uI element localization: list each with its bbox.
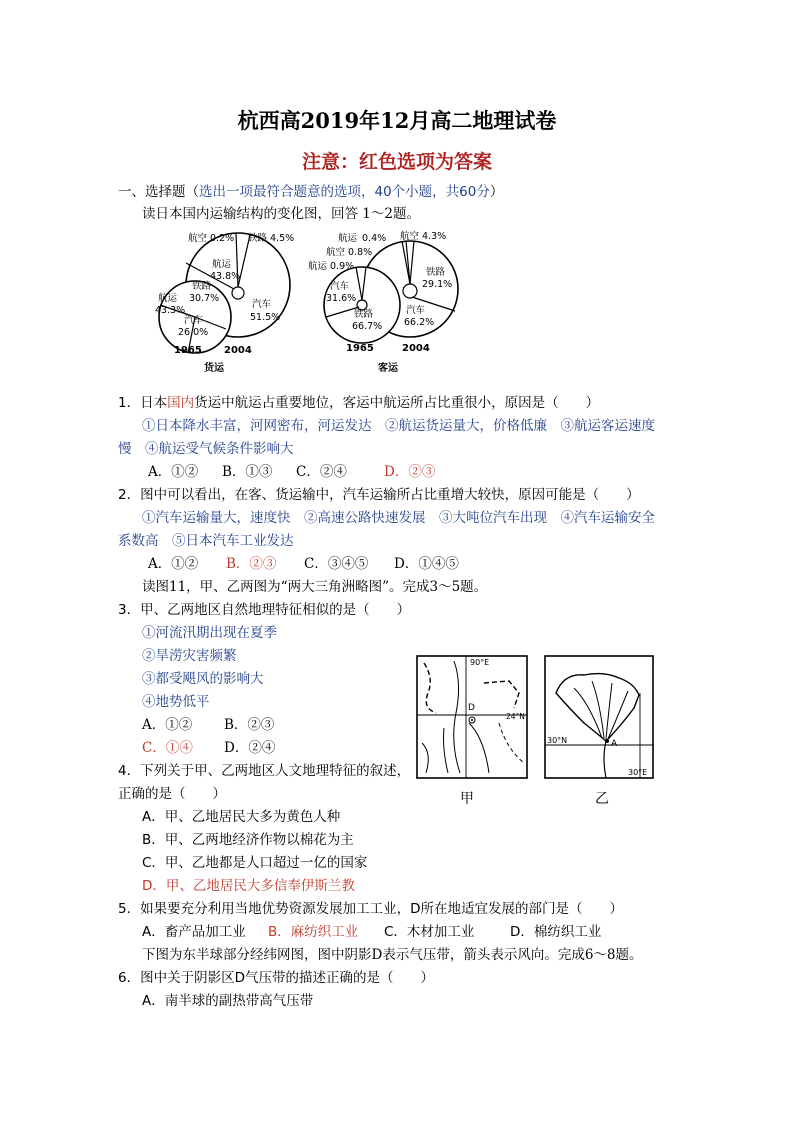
q1-stem-a: 1．日本	[118, 395, 168, 411]
freight-1965-car-label: 汽车	[184, 315, 204, 326]
map-yi-point-a: A	[611, 739, 618, 749]
map-jia-caption: 甲	[460, 791, 474, 807]
q1-items-line1: ①日本降水丰富，河网密布，河运发达 ②航运货运量大，价格低廉 ③航运客运速度	[142, 418, 655, 434]
q4-stem-line1: 4．下列关于甲、乙两地区人文地理特征的叙述，	[118, 763, 411, 779]
freight-2004-rail-value: 4.5%	[270, 233, 295, 244]
freight-caption: 货运	[204, 363, 224, 374]
section-heading-instructions: 选出一项最符合题意的选项，40个小题，共60分	[199, 184, 490, 200]
q5-option-b-answer[interactable]: B．麻纺织工业	[268, 924, 359, 940]
q2-option-c[interactable]: C．③④⑤	[304, 556, 369, 572]
passenger-2004-rail-value: 29.1%	[422, 279, 453, 290]
passenger-2004-ship-label: 航运	[338, 233, 358, 244]
q3-item-4: ④地势低平	[142, 694, 210, 710]
section-heading	[118, 181, 503, 203]
section-heading-suffix: ）	[489, 184, 504, 200]
answer-notice: 注意：红色选项为答案	[301, 151, 492, 173]
q3-option-b[interactable]: B．②③	[224, 717, 275, 733]
passenger-1965-air-label: 航空	[326, 247, 346, 258]
section-heading-prefix: 一、选择题（	[118, 184, 199, 200]
map-yi	[545, 656, 653, 778]
map-yi-longitude: 30°E	[628, 768, 648, 777]
transport-structure-figure	[140, 225, 470, 380]
passenger-1965-air-value: 0.8%	[348, 247, 373, 258]
freight-year-2004: 2004	[224, 345, 252, 356]
passenger-1965-ship-label: 航运	[308, 261, 328, 272]
q1-option-d-answer[interactable]: D．②③	[384, 464, 436, 480]
q1-option-c[interactable]: C．②④	[296, 464, 347, 480]
q5-option-c[interactable]: C．木材加工业	[384, 924, 475, 940]
freight-1965-ship-value: 43.3%	[155, 305, 186, 316]
q3-option-c-answer[interactable]: C．①④	[142, 740, 193, 756]
freight-2004-car-label: 汽车	[252, 299, 272, 310]
freight-2004-air-value: 0.2%	[210, 233, 235, 244]
passenger-year-1965: 1965	[346, 343, 374, 354]
page-title: 杭西高2019年12月高二地理试卷	[237, 108, 557, 133]
q5-stem: 5．如果要充分利用当地优势资源发展加工工业，D所在地适宜发展的部门是（ ）	[118, 901, 623, 917]
q3-item-1: ①河流汛期出现在夏季	[142, 625, 277, 641]
freight-pies	[155, 232, 294, 374]
map-jia-longitude: 90°E	[470, 658, 490, 667]
passenger-1965-car-value: 31.6%	[326, 293, 357, 304]
passenger-1965-rail-label: 铁路	[354, 309, 374, 320]
map-yi-latitude: 30°N	[547, 736, 568, 745]
map-jia-latitude: 24°N	[506, 712, 525, 721]
q5-options	[142, 921, 601, 943]
passenger-year-2004: 2004	[402, 343, 430, 354]
freight-2004-air-label: 航空	[188, 233, 208, 244]
passenger-caption: 客运	[378, 363, 398, 374]
q2-items-line1: ①汽车运输量大，速度快 ②高速公路快速发展 ③大吨位汽车出现 ④汽车运输安全	[142, 510, 655, 526]
freight-2004-ship-value: 43.8%	[210, 271, 241, 282]
freight-1965-ship-label: 航运	[158, 293, 178, 304]
q1-items-line2: 慢 ④航运受气候条件影响大	[118, 441, 294, 457]
q2-stem: 2．图中可以看出，在客、货运输中，汽车运输所占比重增大较快，原因可能是（ ）	[118, 487, 640, 503]
q1-stem-b: 货运中航运占重要地位，客运中航运所占比重很小，原因是（ ）	[194, 395, 600, 411]
q2-items-line2: 系数高 ⑤日本汽车工业发达	[118, 533, 294, 549]
q4-option-b[interactable]: B．甲、乙两地经济作物以棉花为主	[142, 832, 354, 848]
q3-stem: 3．甲、乙两地区自然地理特征相似的是（ ）	[118, 602, 411, 618]
q1-option-b[interactable]: B．①③	[222, 464, 273, 480]
q3-option-d[interactable]: D．②④	[224, 740, 276, 756]
q3-options-row2	[142, 737, 275, 759]
q3-option-a[interactable]: A．①②	[142, 717, 193, 733]
q2-option-a[interactable]: A．①②	[148, 556, 199, 572]
q2-option-d[interactable]: D．①④⑤	[394, 556, 459, 572]
q3-5-intro: 读图11，甲、乙两图为“两大三角洲略图”。完成3～5题。	[142, 579, 488, 595]
q3-options-row1	[142, 714, 274, 736]
passenger-2004-rail-label: 铁路	[426, 267, 446, 278]
freight-1965-car-value: 26.0%	[178, 327, 209, 338]
q4-option-d-answer[interactable]: D．甲、乙地居民大多信奉伊斯兰教	[142, 878, 355, 894]
figure-intro: 读日本国内运输结构的变化图，回答 1～2题。	[142, 206, 420, 222]
map-yi-caption: 乙	[595, 791, 609, 807]
passenger-2004-air-value: 4.3%	[422, 231, 447, 242]
passenger-2004-car-label: 汽车	[406, 305, 426, 316]
passenger-2004-car-value: 66.2%	[404, 317, 435, 328]
passenger-pies	[308, 230, 458, 374]
q4-option-a[interactable]: A．甲、乙地居民大多为黄色人种	[142, 809, 341, 825]
passenger-1965-rail-value: 66.7%	[352, 321, 383, 332]
passenger-1965-car-label: 汽车	[330, 281, 350, 292]
q1-stem-highlight: 国内	[167, 395, 195, 411]
passenger-2004-air-label: 航空	[400, 231, 420, 242]
delta-maps-figure	[414, 653, 658, 808]
freight-2004-rail-label: 铁路	[248, 233, 268, 244]
freight-1965-rail-value: 30.7%	[189, 293, 220, 304]
q2-option-b-answer[interactable]: B．②③	[226, 556, 277, 572]
q1-options	[148, 461, 435, 483]
q1-stem	[118, 392, 599, 414]
q5-option-d[interactable]: D．棉纺织工业	[510, 924, 602, 940]
freight-1965-rail-label: 铁路	[192, 281, 212, 292]
q3-item-3: ③都受飓风的影响大	[142, 671, 264, 687]
q6-stem: 6．图中关于阴影区D气压带的描述正确的是（ ）	[118, 970, 434, 986]
freight-2004-car-value: 51.5%	[250, 312, 281, 323]
q4-option-c[interactable]: C．甲、乙地都是人口超过一亿的国家	[142, 855, 368, 871]
freight-year-1965: 1965	[174, 345, 202, 356]
q1-option-a[interactable]: A．①②	[148, 464, 199, 480]
map-jia	[417, 656, 527, 778]
q2-options	[148, 553, 459, 575]
freight-2004-ship-label: 航运	[212, 259, 232, 270]
q5-option-a[interactable]: A．畜产品加工业	[142, 924, 246, 940]
q6-8-intro: 下图为东半球部分经纬网图，图中阴影D表示气压带，箭头表示风向。完成6～8题。	[142, 947, 643, 963]
passenger-1965-ship-value: 0.9%	[330, 261, 355, 272]
map-jia-point-d: D	[468, 703, 475, 713]
q3-item-2: ②旱涝灾害频繁	[142, 648, 237, 664]
q4-stem-line2: 正确的是（ ）	[118, 786, 226, 802]
q6-option-a[interactable]: A．南半球的副热带高气压带	[142, 993, 314, 1009]
passenger-2004-ship-value: 0.4%	[362, 233, 387, 244]
